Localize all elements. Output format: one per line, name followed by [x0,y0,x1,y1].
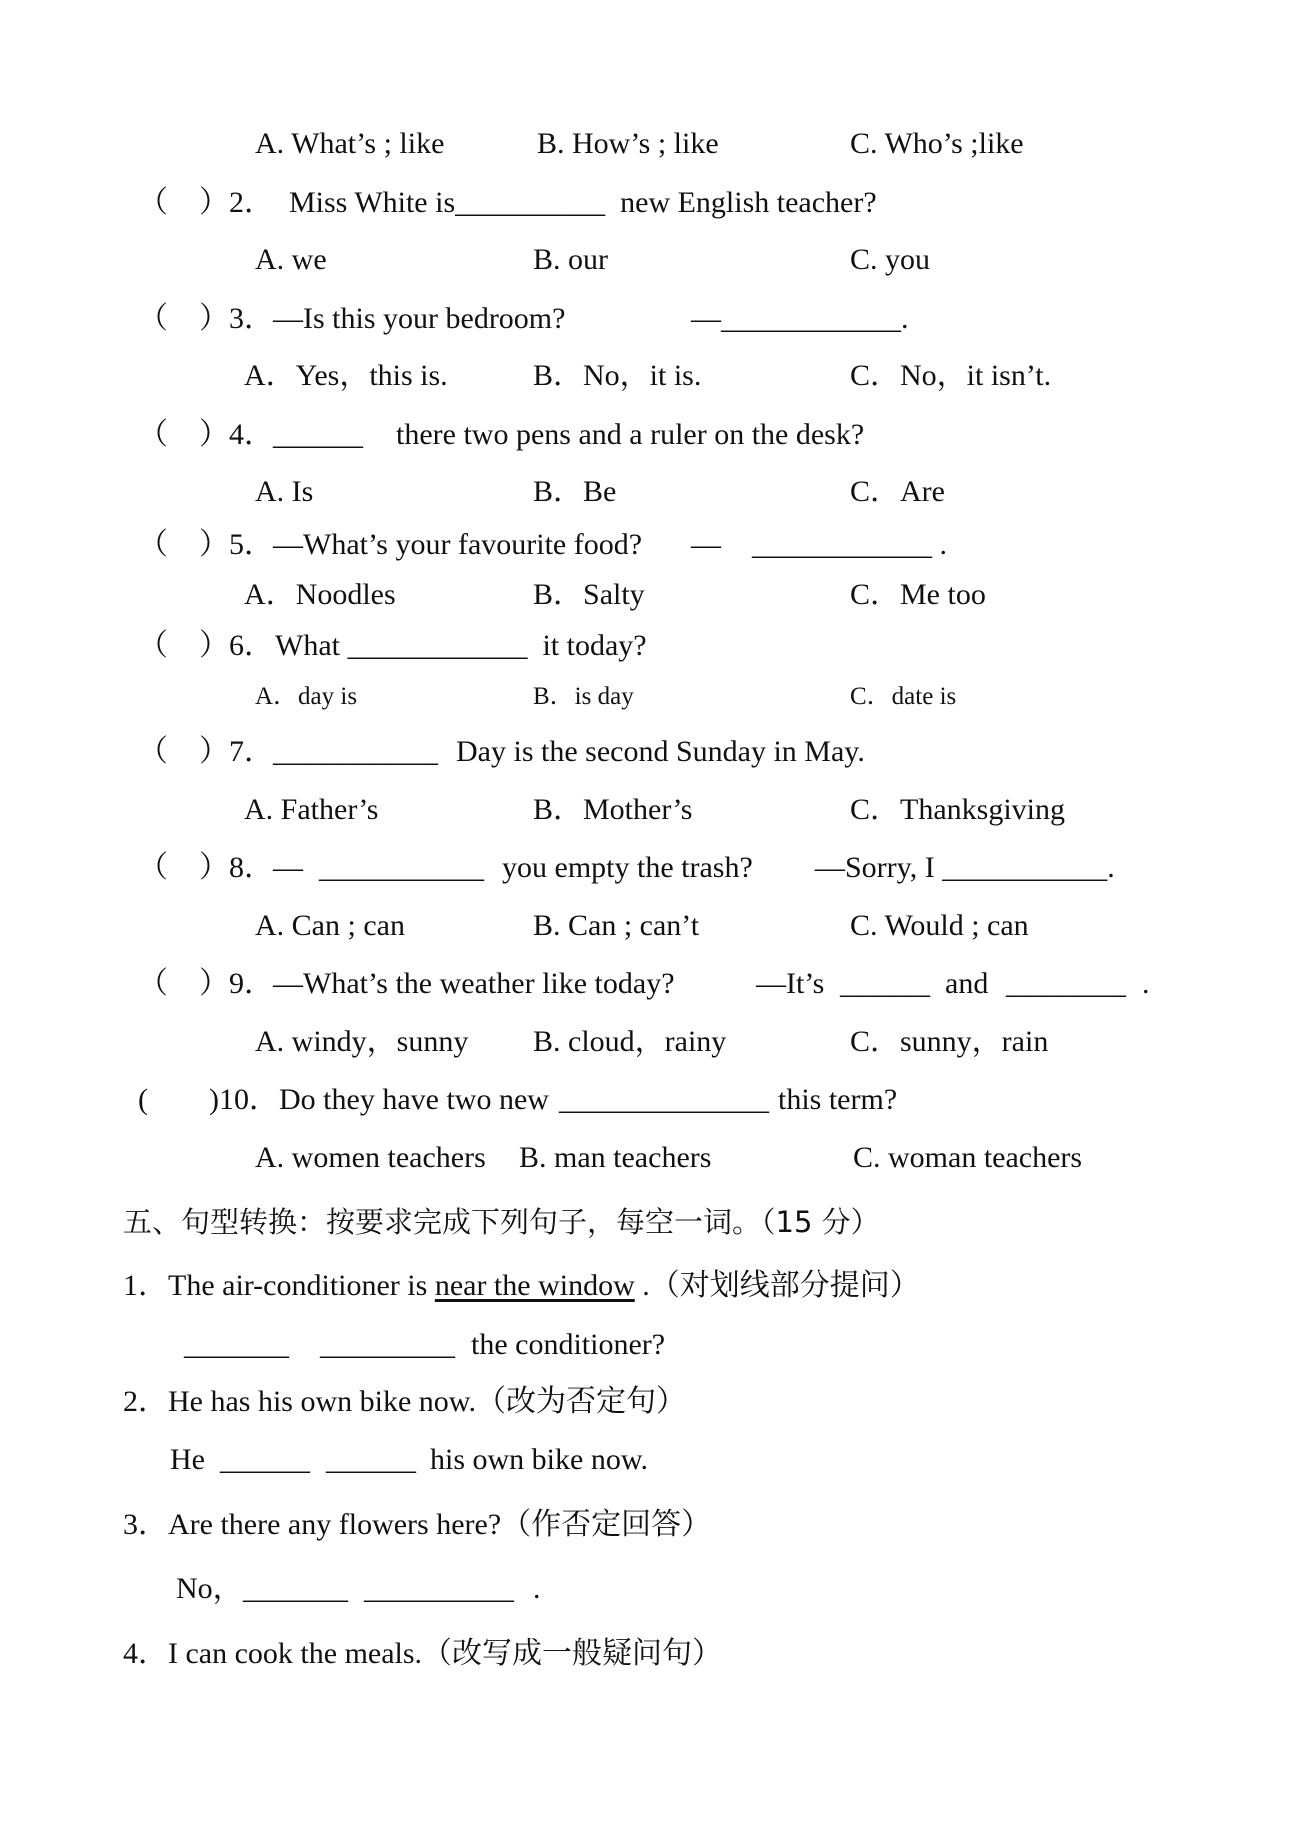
q4-options [0,472,1289,512]
answer-blank-2: ______ [326,1443,416,1476]
underlined-phrase: near the window [434,1269,635,1302]
s5-item-4 [0,1634,1289,1674]
answer-blank: ______________ [559,1083,769,1116]
answer-paren-open: （ [138,418,168,451]
q3-options [0,356,1289,396]
reply-dash: — [691,528,721,561]
q4-option-b: B．Be [533,475,617,508]
answer-text: the conditioner? [471,1328,666,1361]
s5-item-3-prompt: 3．Are there any flowers here?（作否定回答） [123,1508,712,1541]
answer-text-start: No， [176,1572,243,1605]
prompt-instruction: .（对划线部分提问） [634,1269,920,1302]
q3-option-c: C．No，it isn’t. [850,359,1052,392]
answer-paren-open: （ [138,967,168,1000]
q9-options [0,1022,1289,1062]
q2-question [0,183,1289,223]
answer-blank: ___________ [273,735,438,768]
answer-paren-open: ( [138,1083,148,1116]
s5-item-2-prompt: 2．He has his own bike now.（改为否定句） [123,1385,687,1418]
answer-blank: ______ [273,418,363,451]
q5-question [0,525,1289,565]
answer-blank-1: _______ [184,1328,289,1361]
answer-blank-2: ________ [1006,967,1126,1000]
answer-paren-open: （ [138,302,168,335]
answer-paren-open: （ [138,851,168,884]
question-number: ）9． [199,967,274,1000]
s5-item-1 [0,1266,1289,1306]
q8-option-b: B. Can ; can’t [533,909,700,942]
s5-item-2 [0,1382,1289,1422]
s5-item-3-answer [0,1569,1289,1609]
answer-blank-1: _______ [243,1572,348,1605]
q7-option-a: A. Father’s [244,793,379,826]
question-text: Day is the second Sunday in May. [456,735,865,768]
answer-text-start: He [170,1443,205,1476]
q2-option-b: B. our [533,243,608,276]
q6-option-a: A．day is [255,683,358,710]
q7-option-c: C．Thanksgiving [850,793,1065,826]
q4-question [0,415,1289,455]
q8-question [0,848,1289,888]
question-text: Miss White is__________ new English teacher? [289,186,877,219]
answer-paren-open: （ [138,629,168,662]
q8-option-a: A. Can ; can [255,909,405,942]
q6-option-c: C．date is [850,683,957,710]
question-text: you empty the trash? [502,851,753,884]
question-text-end: this term? [778,1083,898,1116]
q9-option-c: C．sunny，rain [850,1025,1049,1058]
answer-paren-open: （ [138,186,168,219]
q4-option-c: C．Are [850,475,945,508]
question-number: ）3． [199,302,274,335]
question-text: Do they have two new [279,1083,549,1116]
q2-options [0,240,1289,280]
q10-option-c: C. woman teachers [853,1141,1083,1174]
question-number: ）8． [199,851,274,884]
question-number: ）7． [199,735,274,768]
answer-paren-open: （ [138,735,168,768]
q7-options [0,790,1289,830]
prompt-lead: 1．The air-conditioner is [123,1269,435,1302]
q6-question [0,626,1289,666]
q4-option-a: A. Is [255,475,314,508]
q5-option-b: B．Salty [533,578,645,611]
question-text: —What’s the weather like today? [273,967,675,1000]
dialog-dash: — [273,851,303,884]
q10-options [0,1138,1289,1178]
q2-option-a: A. we [255,243,327,276]
q1-option-c: C. Who’s ;like [850,127,1024,160]
q10-question [0,1080,1289,1120]
answer-blank-1: ______ [220,1443,310,1476]
answer-blank: ____________ . [752,528,947,561]
question-text: there two pens and a ruler on the desk? [396,418,865,451]
q8-options [0,906,1289,946]
question-text: —Is this your bedroom? [273,302,566,335]
reply-period: . [1142,967,1150,1000]
q3-question [0,299,1289,339]
s5-item-1-prompt [123,1266,920,1306]
question-number: )10． [209,1083,279,1116]
q5-option-a: A．Noodles [244,578,396,611]
s5-item-3 [0,1505,1289,1545]
answer-blank: —____________. [691,302,909,335]
reply-and: and [945,967,989,1000]
q3-option-b: B．No，it is. [533,359,702,392]
q3-option-a: A．Yes，this is. [244,359,448,392]
q9-option-a: A. windy，sunny [255,1025,469,1058]
question-number: ）5． [199,528,274,561]
answer-period: . [533,1572,541,1605]
section-heading-text: 五、句型转换：按要求完成下列句子，每空一词。（15 分） [123,1205,880,1239]
q9-option-b: B. cloud，rainy [533,1025,727,1058]
q7-option-b: B．Mother’s [533,793,693,826]
q1-option-a: A. What’s ; like [255,127,445,160]
q2-option-c: C. you [850,243,931,276]
question-number: ）4． [199,418,274,451]
q9-question [0,964,1289,1004]
q5-options [0,575,1289,615]
question-text: What ____________ it today? [275,629,647,662]
reply-text: —Sorry, I ___________. [815,851,1115,884]
q10-option-a: A. women teachers [255,1141,486,1174]
q1-options [0,124,1289,164]
answer-blank: ___________ [319,851,484,884]
q7-question [0,732,1289,772]
s5-item-1-answer [0,1325,1289,1365]
s5-item-4-prompt: 4．I can cook the meals.（改写成一般疑问句） [123,1637,723,1670]
q1-option-b: B. How’s ; like [537,127,719,160]
question-text: —What’s your favourite food? [273,528,643,561]
answer-blank-2: __________ [364,1572,514,1605]
q8-option-c: C. Would ; can [850,909,1029,942]
section-5-heading [0,1202,1289,1242]
q6-options [0,677,1289,717]
q5-option-c: C．Me too [850,578,986,611]
q6-option-b: B．is day [533,683,634,710]
answer-paren-open: （ [138,528,168,561]
answer-blank-1: ______ [840,967,930,1000]
answer-text-end: his own bike now. [430,1443,649,1476]
s5-item-2-answer [0,1440,1289,1480]
question-number: ）6． [199,629,274,662]
question-number: ）2． [199,186,274,219]
q10-option-b: B. man teachers [519,1141,712,1174]
reply-text: —It’s [756,967,825,1000]
answer-blank-2: _________ [320,1328,455,1361]
